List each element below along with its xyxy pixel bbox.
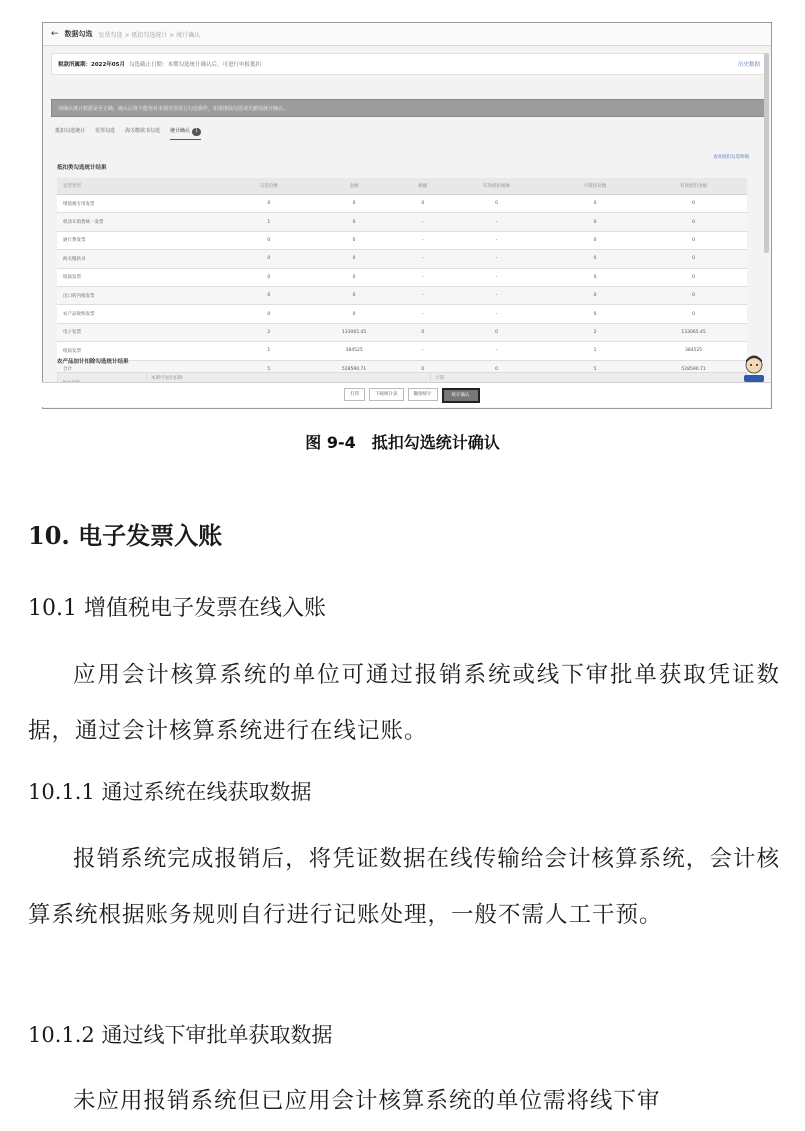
assistant-avatar-icon <box>743 353 765 383</box>
table-cell: 0 <box>306 231 403 249</box>
screenshot-section-title: 抵扣类勾选统计结果 <box>57 165 107 171</box>
table-cell: - <box>403 342 444 360</box>
table-cell: 电子发票 <box>57 323 232 341</box>
table-cell: - <box>443 286 550 304</box>
table-cell: 1 <box>232 213 306 231</box>
screenshot-tabs <box>55 127 201 140</box>
table-cell: 0 <box>306 195 403 213</box>
section-heading-10-1-2: 10.1.2 通过线下审批单获取数据 <box>28 1023 333 1047</box>
table-cell: 5 <box>232 360 306 378</box>
table-cell: 0 <box>306 286 403 304</box>
print-button: 打印 <box>344 388 365 401</box>
screenshot-detail-link: 查看抵扣勾选明细 <box>713 155 749 160</box>
table-cell: 0 <box>403 360 444 378</box>
screenshot-notice-text: 请确认统计数据是否正确。确认后将不能再对本期发票进行勾选操作，如需继续勾选请先撤销统计确认。 <box>58 105 289 112</box>
table-cell: - <box>403 286 444 304</box>
table-cell: - <box>443 305 550 323</box>
table-cell: 0 <box>306 250 403 268</box>
figure-caption: 图 9-4 抵扣勾选统计确认 <box>305 433 500 452</box>
screenshot-period-link: 历史数据 <box>737 62 760 68</box>
table-cell: 528590.71 <box>640 360 747 378</box>
screenshot-tab-badge: 1 <box>192 128 201 136</box>
screenshot-page-title: 数据勾选 <box>64 30 93 38</box>
table-cell: 0 <box>232 231 306 249</box>
back-arrow-icon: ← <box>51 29 59 39</box>
table-cell: 0 <box>550 305 640 323</box>
screenshot-stat-body <box>57 195 747 379</box>
table-cell: 0 <box>443 195 550 213</box>
revoke-stat-button: 撤销统计 <box>408 388 438 401</box>
stat-header-cell: 有效抵扣税额 <box>443 178 550 195</box>
table-cell: 0 <box>640 213 747 231</box>
table-row <box>57 195 747 213</box>
section-heading-10: 10. 电子发票入账 <box>28 521 223 550</box>
table-cell: 0 <box>550 213 640 231</box>
table-cell: - <box>403 231 444 249</box>
figure-screenshot <box>42 22 772 409</box>
table-cell: 0 <box>550 286 640 304</box>
table-cell: 0 <box>232 286 306 304</box>
screenshot-sub-section-title: 农产品加计扣除勾选统计结果 <box>57 359 129 365</box>
stat-header-cell: 金额 <box>306 178 403 195</box>
table-cell: 2 <box>232 323 306 341</box>
table-row <box>57 323 747 341</box>
table-cell: 0 <box>640 231 747 249</box>
table-cell: 0 <box>640 268 747 286</box>
sub-table-cell: 计算 <box>431 373 747 383</box>
screenshot-tab-active-label: 统计确认 <box>170 128 191 134</box>
table-cell: 增值税专用发票 <box>57 195 232 213</box>
section-heading-10-1: 10.1 增值税电子发票在线入账 <box>28 596 326 621</box>
table-cell: - <box>443 268 550 286</box>
table-cell: - <box>403 250 444 268</box>
table-cell: 农产品收购发票 <box>57 305 232 323</box>
table-cell: 0 <box>640 305 747 323</box>
table-row <box>57 250 747 268</box>
table-cell: 1 <box>232 342 306 360</box>
table-cell: 2 <box>550 323 640 341</box>
section-heading-10-1-1: 10.1.1 通过系统在线获取数据 <box>28 780 312 804</box>
stat-header-cell: 有效抵扣金额 <box>640 178 747 195</box>
table-cell: 0 <box>640 195 747 213</box>
table-row <box>57 231 747 249</box>
table-cell: - <box>403 213 444 231</box>
screenshot-period-bar <box>51 53 767 75</box>
table-cell: 133065.45 <box>640 323 747 341</box>
paragraph-3: 未应用报销系统但已应用会计核算系统的单位需将线下审 <box>73 1088 661 1114</box>
table-cell: 0 <box>443 323 550 341</box>
sub-table-cell: 本期可加计扣除 <box>147 373 431 383</box>
table-cell: - <box>443 250 550 268</box>
table-cell: 出口转内销发票 <box>57 286 232 304</box>
screenshot-stat-table <box>57 178 747 379</box>
screenshot-notice-bar <box>51 99 767 117</box>
table-cell: 528590.71 <box>306 360 403 378</box>
table-cell: 纸质发票 <box>57 268 232 286</box>
table-cell: 384525 <box>306 342 403 360</box>
table-cell: 0 <box>550 250 640 268</box>
table-cell: 0 <box>306 305 403 323</box>
table-cell: 133065.45 <box>306 323 403 341</box>
stat-header-cell: 可抵扣份数 <box>550 178 640 195</box>
table-cell: 1 <box>550 342 640 360</box>
table-cell: 0 <box>306 268 403 286</box>
table-cell: 0 <box>403 323 444 341</box>
table-cell: 0 <box>550 268 640 286</box>
table-cell: 纸质发票 <box>57 342 232 360</box>
table-row <box>57 213 747 231</box>
table-cell: - <box>443 342 550 360</box>
screenshot-stat-header-row <box>57 178 747 195</box>
screenshot-period-label: 税款所属期：2022年05月 <box>58 62 125 68</box>
table-cell: - <box>403 268 444 286</box>
table-cell: 0 <box>443 360 550 378</box>
table-cell: 通行费发票 <box>57 231 232 249</box>
download-stat-button: 下载统计表 <box>369 388 404 401</box>
table-cell: 0 <box>232 305 306 323</box>
screenshot-buttons <box>344 388 480 403</box>
screenshot-button-bar <box>42 382 770 407</box>
screenshot-breadcrumb: 发票勾选 > 抵扣勾选统计 > 统计确认 <box>98 31 201 39</box>
table-cell: - <box>403 305 444 323</box>
screenshot-tab: 发票勾选 <box>95 128 116 134</box>
paragraph-2: 报销系统完成报销后，将凭证数据在线传输给会计核算系统，会计核算系统根据账务规则自行进行记账处理，一般不需人工干预。 <box>28 846 780 928</box>
table-cell: 0 <box>306 213 403 231</box>
table-cell: 0 <box>403 195 444 213</box>
table-cell: - <box>443 231 550 249</box>
screenshot-tab: 抵扣勾选统计 <box>55 128 86 134</box>
table-cell: 384525 <box>640 342 747 360</box>
table-row <box>57 305 747 323</box>
table-cell: 0 <box>232 195 306 213</box>
stat-header-cell: 勾选份数 <box>232 178 306 195</box>
sub-table-row <box>58 373 747 383</box>
table-row <box>57 286 747 304</box>
screenshot-scrollbar <box>764 53 769 253</box>
stat-header-cell: 发票类型 <box>57 178 232 195</box>
table-cell: 合计 <box>57 360 232 378</box>
table-row <box>57 268 747 286</box>
paragraph-1: 应用会计核算系统的单位可通过报销系统或线下审批单获取凭证数据，通过会计核算系统进行在线记账。 <box>28 662 780 744</box>
table-cell: 5 <box>550 360 640 378</box>
table-cell: 机动车销售统一发票 <box>57 213 232 231</box>
table-cell: 0 <box>550 231 640 249</box>
table-row <box>57 342 747 360</box>
table-cell: 0 <box>232 250 306 268</box>
screenshot-tab: 海关缴款书勾选 <box>125 128 161 134</box>
stat-header-cell: 税额 <box>403 178 444 195</box>
table-cell: 海关缴款书 <box>57 250 232 268</box>
table-cell: - <box>443 213 550 231</box>
table-cell: 0 <box>640 286 747 304</box>
table-cell: 0 <box>640 250 747 268</box>
screenshot-topbar <box>43 23 771 46</box>
table-cell: 0 <box>550 195 640 213</box>
confirm-stat-button: 统计确认 <box>442 388 480 403</box>
table-cell: 0 <box>232 268 306 286</box>
screenshot-tab-active <box>170 127 201 140</box>
screenshot-period-note: 勾选截止日期：本期勾选统计确认后，可进行申报抵扣 <box>128 62 261 68</box>
